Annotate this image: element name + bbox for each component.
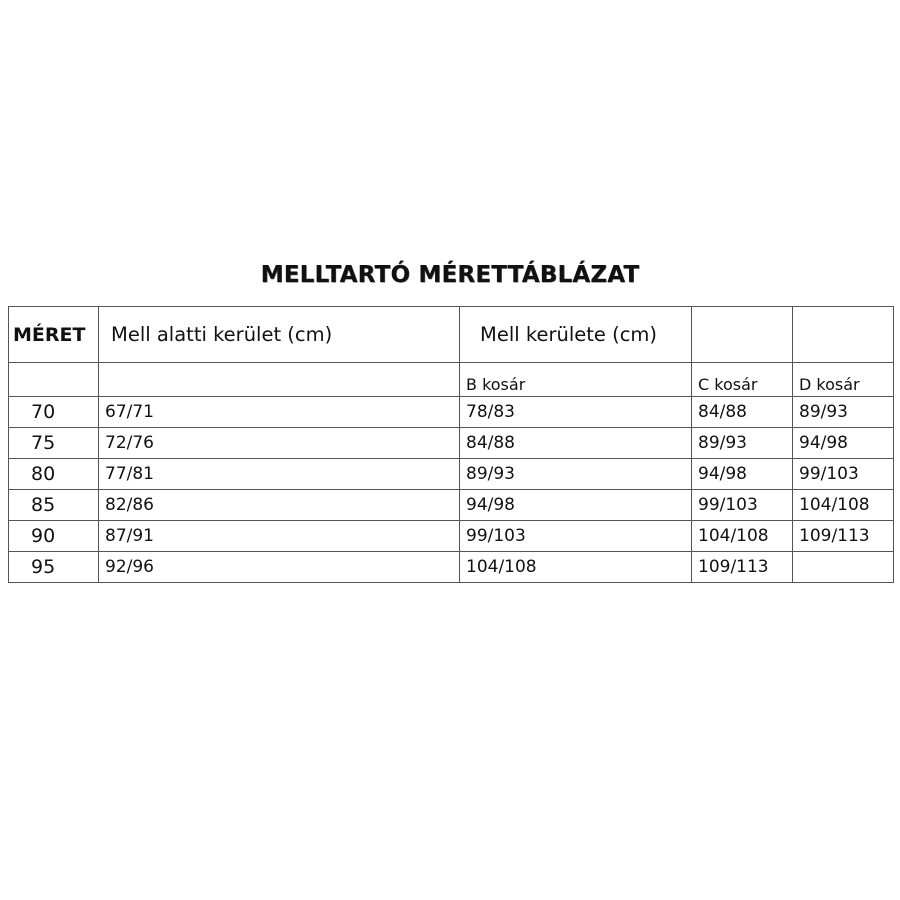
cup-c-cell: 94/98	[692, 459, 793, 490]
empty-header-cell	[692, 307, 793, 363]
underbust-cell: 67/71	[99, 397, 460, 428]
cup-b-header: B kosár	[460, 363, 692, 397]
cup-b-cell: 89/93	[460, 459, 692, 490]
table-row	[9, 552, 894, 583]
bust-column-header: Mell kerülete (cm)	[460, 307, 692, 363]
table-row	[9, 459, 894, 490]
cup-c-cell: 104/108	[692, 521, 793, 552]
cup-b-cell: 84/88	[460, 428, 692, 459]
underbust-cell: 72/76	[99, 428, 460, 459]
cup-c-cell: 109/113	[692, 552, 793, 583]
empty-subheader-cell	[99, 363, 460, 397]
underbust-cell: 87/91	[99, 521, 460, 552]
page-title: MELLTARTÓ MÉRETTÁBLÁZAT	[260, 262, 640, 288]
cup-b-cell: 104/108	[460, 552, 692, 583]
cup-d-cell: 109/113	[793, 521, 894, 552]
cup-d-cell: 94/98	[793, 428, 894, 459]
underbust-cell: 77/81	[99, 459, 460, 490]
size-cell: 95	[9, 552, 99, 583]
table-header-row	[9, 307, 894, 363]
cup-d-cell: 99/103	[793, 459, 894, 490]
size-cell: 75	[9, 428, 99, 459]
cup-b-cell: 78/83	[460, 397, 692, 428]
underbust-cell: 92/96	[99, 552, 460, 583]
size-cell: 85	[9, 490, 99, 521]
size-cell: 70	[9, 397, 99, 428]
table-row	[9, 521, 894, 552]
size-chart-table	[8, 306, 894, 583]
cup-b-cell: 99/103	[460, 521, 692, 552]
cup-d-header: D kosár	[793, 363, 894, 397]
cup-c-cell: 89/93	[692, 428, 793, 459]
cup-d-cell: 104/108	[793, 490, 894, 521]
cup-d-cell: 89/93	[793, 397, 894, 428]
empty-header-cell	[793, 307, 894, 363]
table-row	[9, 397, 894, 428]
size-cell: 80	[9, 459, 99, 490]
empty-subheader-cell	[9, 363, 99, 397]
table-row	[9, 428, 894, 459]
underbust-cell: 82/86	[99, 490, 460, 521]
table-row	[9, 490, 894, 521]
cup-header-row	[9, 363, 894, 397]
cup-c-cell: 99/103	[692, 490, 793, 521]
underbust-column-header: Mell alatti kerület (cm)	[99, 307, 460, 363]
size-cell: 90	[9, 521, 99, 552]
cup-c-cell: 84/88	[692, 397, 793, 428]
size-column-header: MÉRET	[9, 307, 99, 363]
cup-b-cell: 94/98	[460, 490, 692, 521]
cup-d-cell	[793, 552, 894, 583]
cup-c-header: C kosár	[692, 363, 793, 397]
